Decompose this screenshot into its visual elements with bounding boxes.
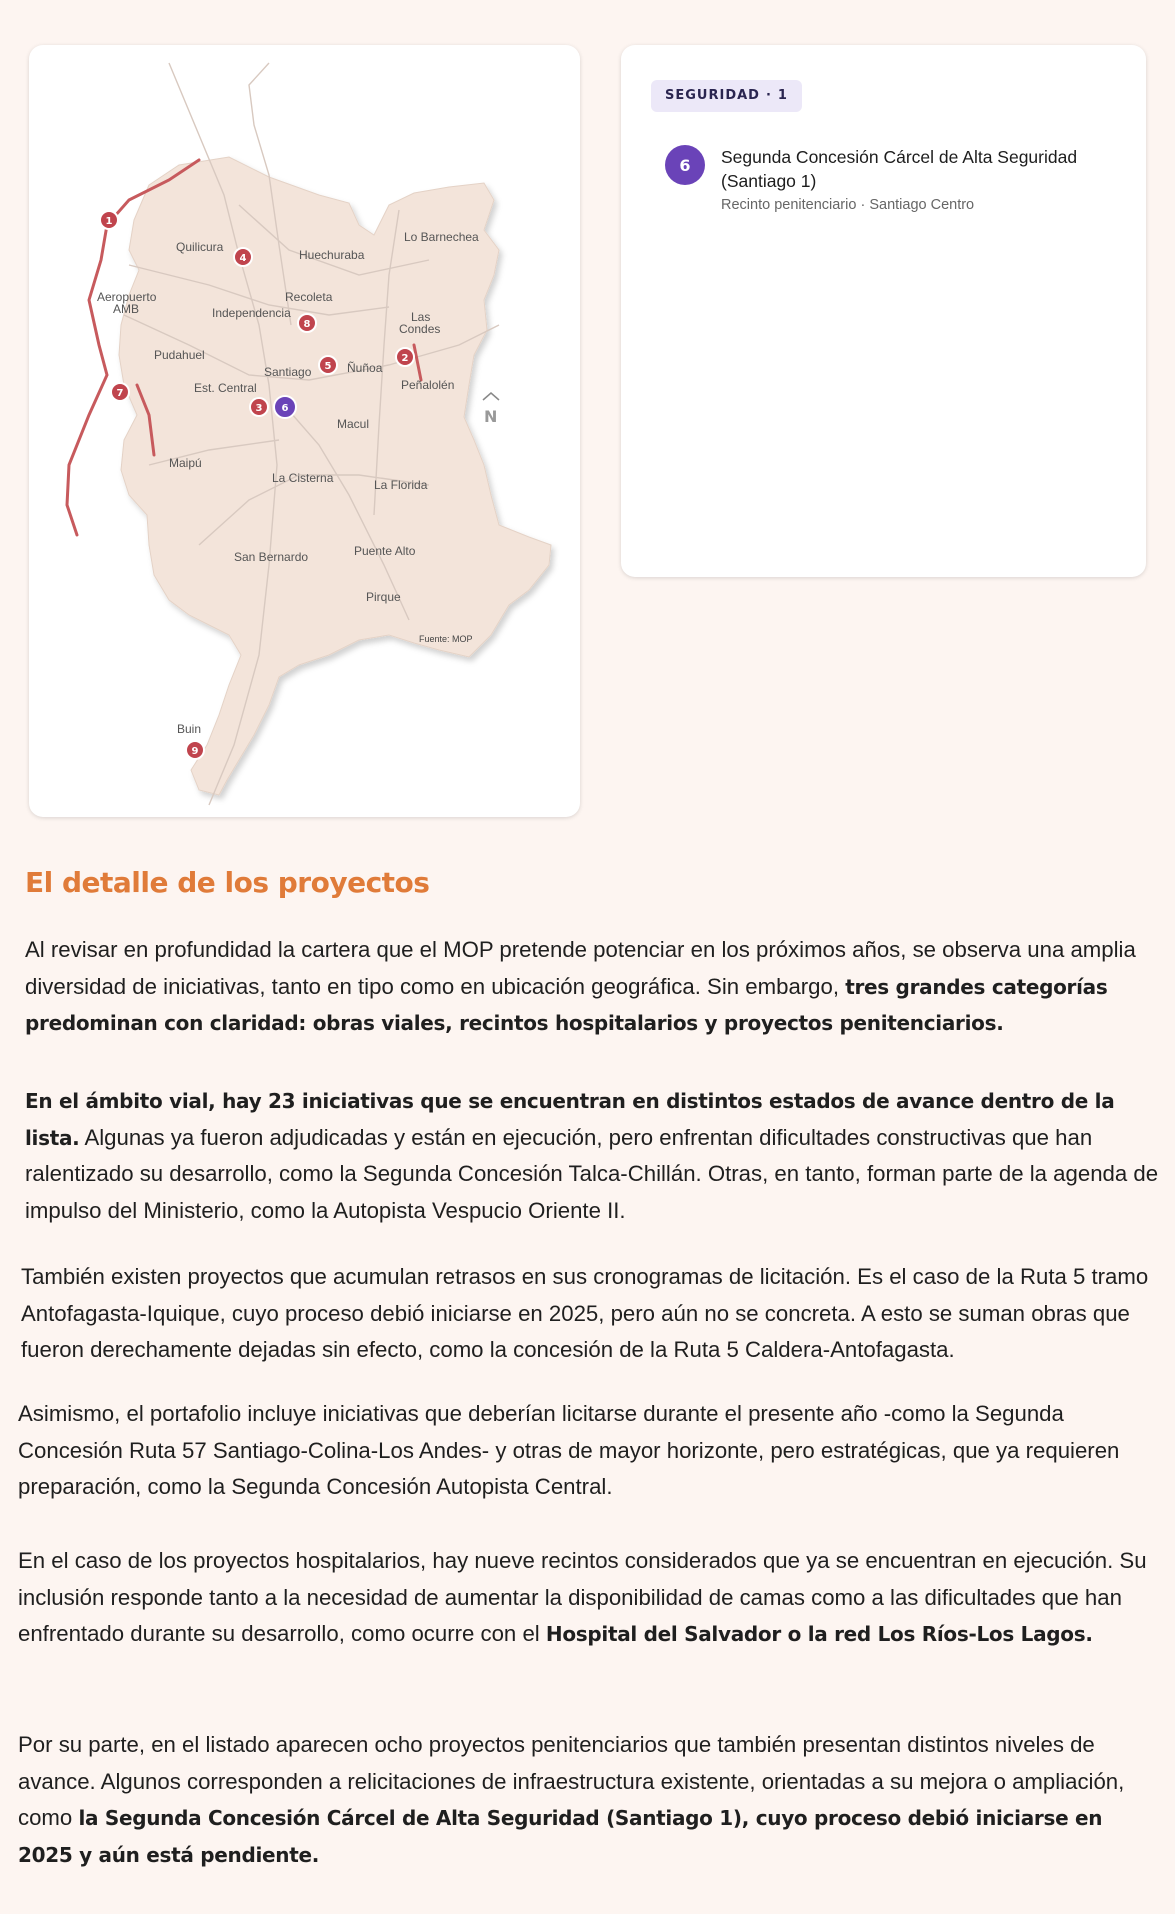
marker-9[interactable] [186,741,204,759]
label-independencia: Independencia [212,306,291,320]
label-buin: Buin [177,722,202,736]
p5-bold: Hospital del Salvador o la red Los Ríos-Los Lagos. [545,1622,1093,1646]
marker-3[interactable] [250,398,268,416]
paragraph-6 [18,1727,1163,1873]
p6-bold: la Segunda Concesión Cárcel de Alta Seguridad (Santiago 1), cuyo proceso debió iniciarse en 2025 y aún está pendiente. [18,1806,1103,1867]
label-amb: AMB [113,302,140,316]
paragraph-3: También existen proyectos que acumulan retrasos en sus cronogramas de licitación. Es el caso de la Ruta 5 tramo Antofagasta-Iquique, cuyo proceso debió iniciarse en 2025, pero aún no se concreta. A esto se suman obras que fueron derechamente dejadas sin efecto, como la concesión de la Ruta 5 Caldera-Antofagasta. [21,1264,1149,1362]
project-info-card [621,45,1146,577]
badge-category: SEGURIDAD [665,88,760,103]
label-condes: Condes [399,322,441,336]
project-number-marker: 6 [665,145,705,185]
label-puente-alto: Puente Alto [354,544,416,558]
label-santiago: Santiago [264,365,312,379]
label-recoleta: Recoleta [285,290,333,304]
santiago-map [29,45,580,817]
p1-text: Al revisar en profundidad la cartera que el MOP pretende potenciar en los próximos años, se observa una amplia diversidad de iniciativas, tanto en tipo como en ubicación geográfica. Sin embargo, [25,937,1136,999]
svg-text:6: 6 [281,403,289,414]
label-san-bernardo: San Bernardo [234,550,309,564]
label-nunoa: Ñuñoa [347,361,383,375]
label-huechuraba: Huechuraba [299,248,365,262]
label-penalolen: Peñalolén [401,378,455,392]
marker-4[interactable] [234,248,252,266]
label-macul: Macul [337,417,370,431]
svg-text:9: 9 [191,746,199,757]
paragraph-2 [25,1083,1160,1229]
project-sub-separator: · [860,197,866,213]
p6-text: Por su parte, en el listado aparecen ocho proyectos penitenciarios que también presentan distintos niveles de avance. Algunos corresponden a relicitaciones de infraestructura existente, orientadas a su mejora o ampliación, como [18,1732,1125,1830]
svg-text:1: 1 [105,216,113,227]
map-source: Fuente: MOP [419,634,473,644]
project-type: Recinto penitenciario [721,197,857,213]
map-card [29,45,580,817]
label-pudahuel: Pudahuel [154,348,205,362]
paragraph-4: Asimismo, el portafolio incluye iniciativas que deberían licitarse durante el presente año -como la Segunda Concesión Ruta 57 Santiago-Colina-Los Andes- y otras de mayor horizonte, pero estratégicas, que ya requieren preparación, como la Segunda Concesión Autopista Central. [18,1401,1120,1499]
marker-5[interactable] [319,356,337,374]
label-las: Las [411,310,431,324]
label-la-cisterna: La Cisterna [272,471,334,485]
p2-text: Algunas ya fueron adjudicadas y están en ejecución, pero enfrentan dificultades constructivas que han ralentizado su desarrollo, como la Segunda Concesión Talca-Chillán. Otras, en tanto, forman parte de la agenda de impulso del Ministerio, como la Autopista Vespucio Oriente II. [25,1124,1159,1223]
project-location: Santiago Centro [869,197,975,213]
label-la-florida: La Florida [374,478,428,492]
paragraph-1 [25,932,1160,1042]
marker-7[interactable] [111,383,129,401]
marker-2[interactable] [396,348,414,366]
p2-bold: En el ámbito vial, hay 23 iniciativas que se encuentran en distintos estados de avance dentro de la lista. [25,1089,1115,1150]
badge-separator: · [765,88,772,103]
section-heading: El detalle de los proyectos [25,866,430,899]
project-subtitle [721,197,974,213]
svg-text:7: 7 [116,388,124,399]
label-pirque: Pirque [366,590,401,604]
p5-text: En el caso de los proyectos hospitalarios, hay nueve recintos considerados que ya se encuentran en ejecución. Su inclusión responde tanto a la necesidad de aumentar la disponibilidad de camas como a las dificultades que han enfrentado durante su desarrollo, como ocurre con el [18,1548,1147,1646]
svg-text:8: 8 [303,319,311,330]
label-lo-barnechea: Lo Barnechea [404,230,479,244]
project-title[interactable]: Segunda Concesión Cárcel de Alta Seguridad (Santiago 1) [721,147,1078,191]
marker-8[interactable] [298,314,316,332]
label-aeropuerto: Aeropuerto [97,290,157,304]
badge-count: 1 [777,88,788,103]
label-maipu: Maipú [169,456,202,470]
p1-bold: tres grandes categorías predominan con claridad: obras viales, recintos hospitalarios y proyectos penitenciarios. [25,974,1108,1035]
svg-text:4: 4 [239,253,247,264]
marker-6[interactable] [274,396,296,418]
paragraph-5 [18,1543,1158,1653]
label-est-central: Est. Central [194,381,257,395]
north-label: N [484,407,498,426]
svg-text:5: 5 [324,361,332,372]
marker-1[interactable] [100,211,118,229]
label-quilicura: Quilicura [176,240,224,254]
svg-text:2: 2 [401,353,409,364]
svg-text:3: 3 [255,403,263,414]
category-badge [651,80,802,112]
north-arrow-icon [483,393,499,426]
